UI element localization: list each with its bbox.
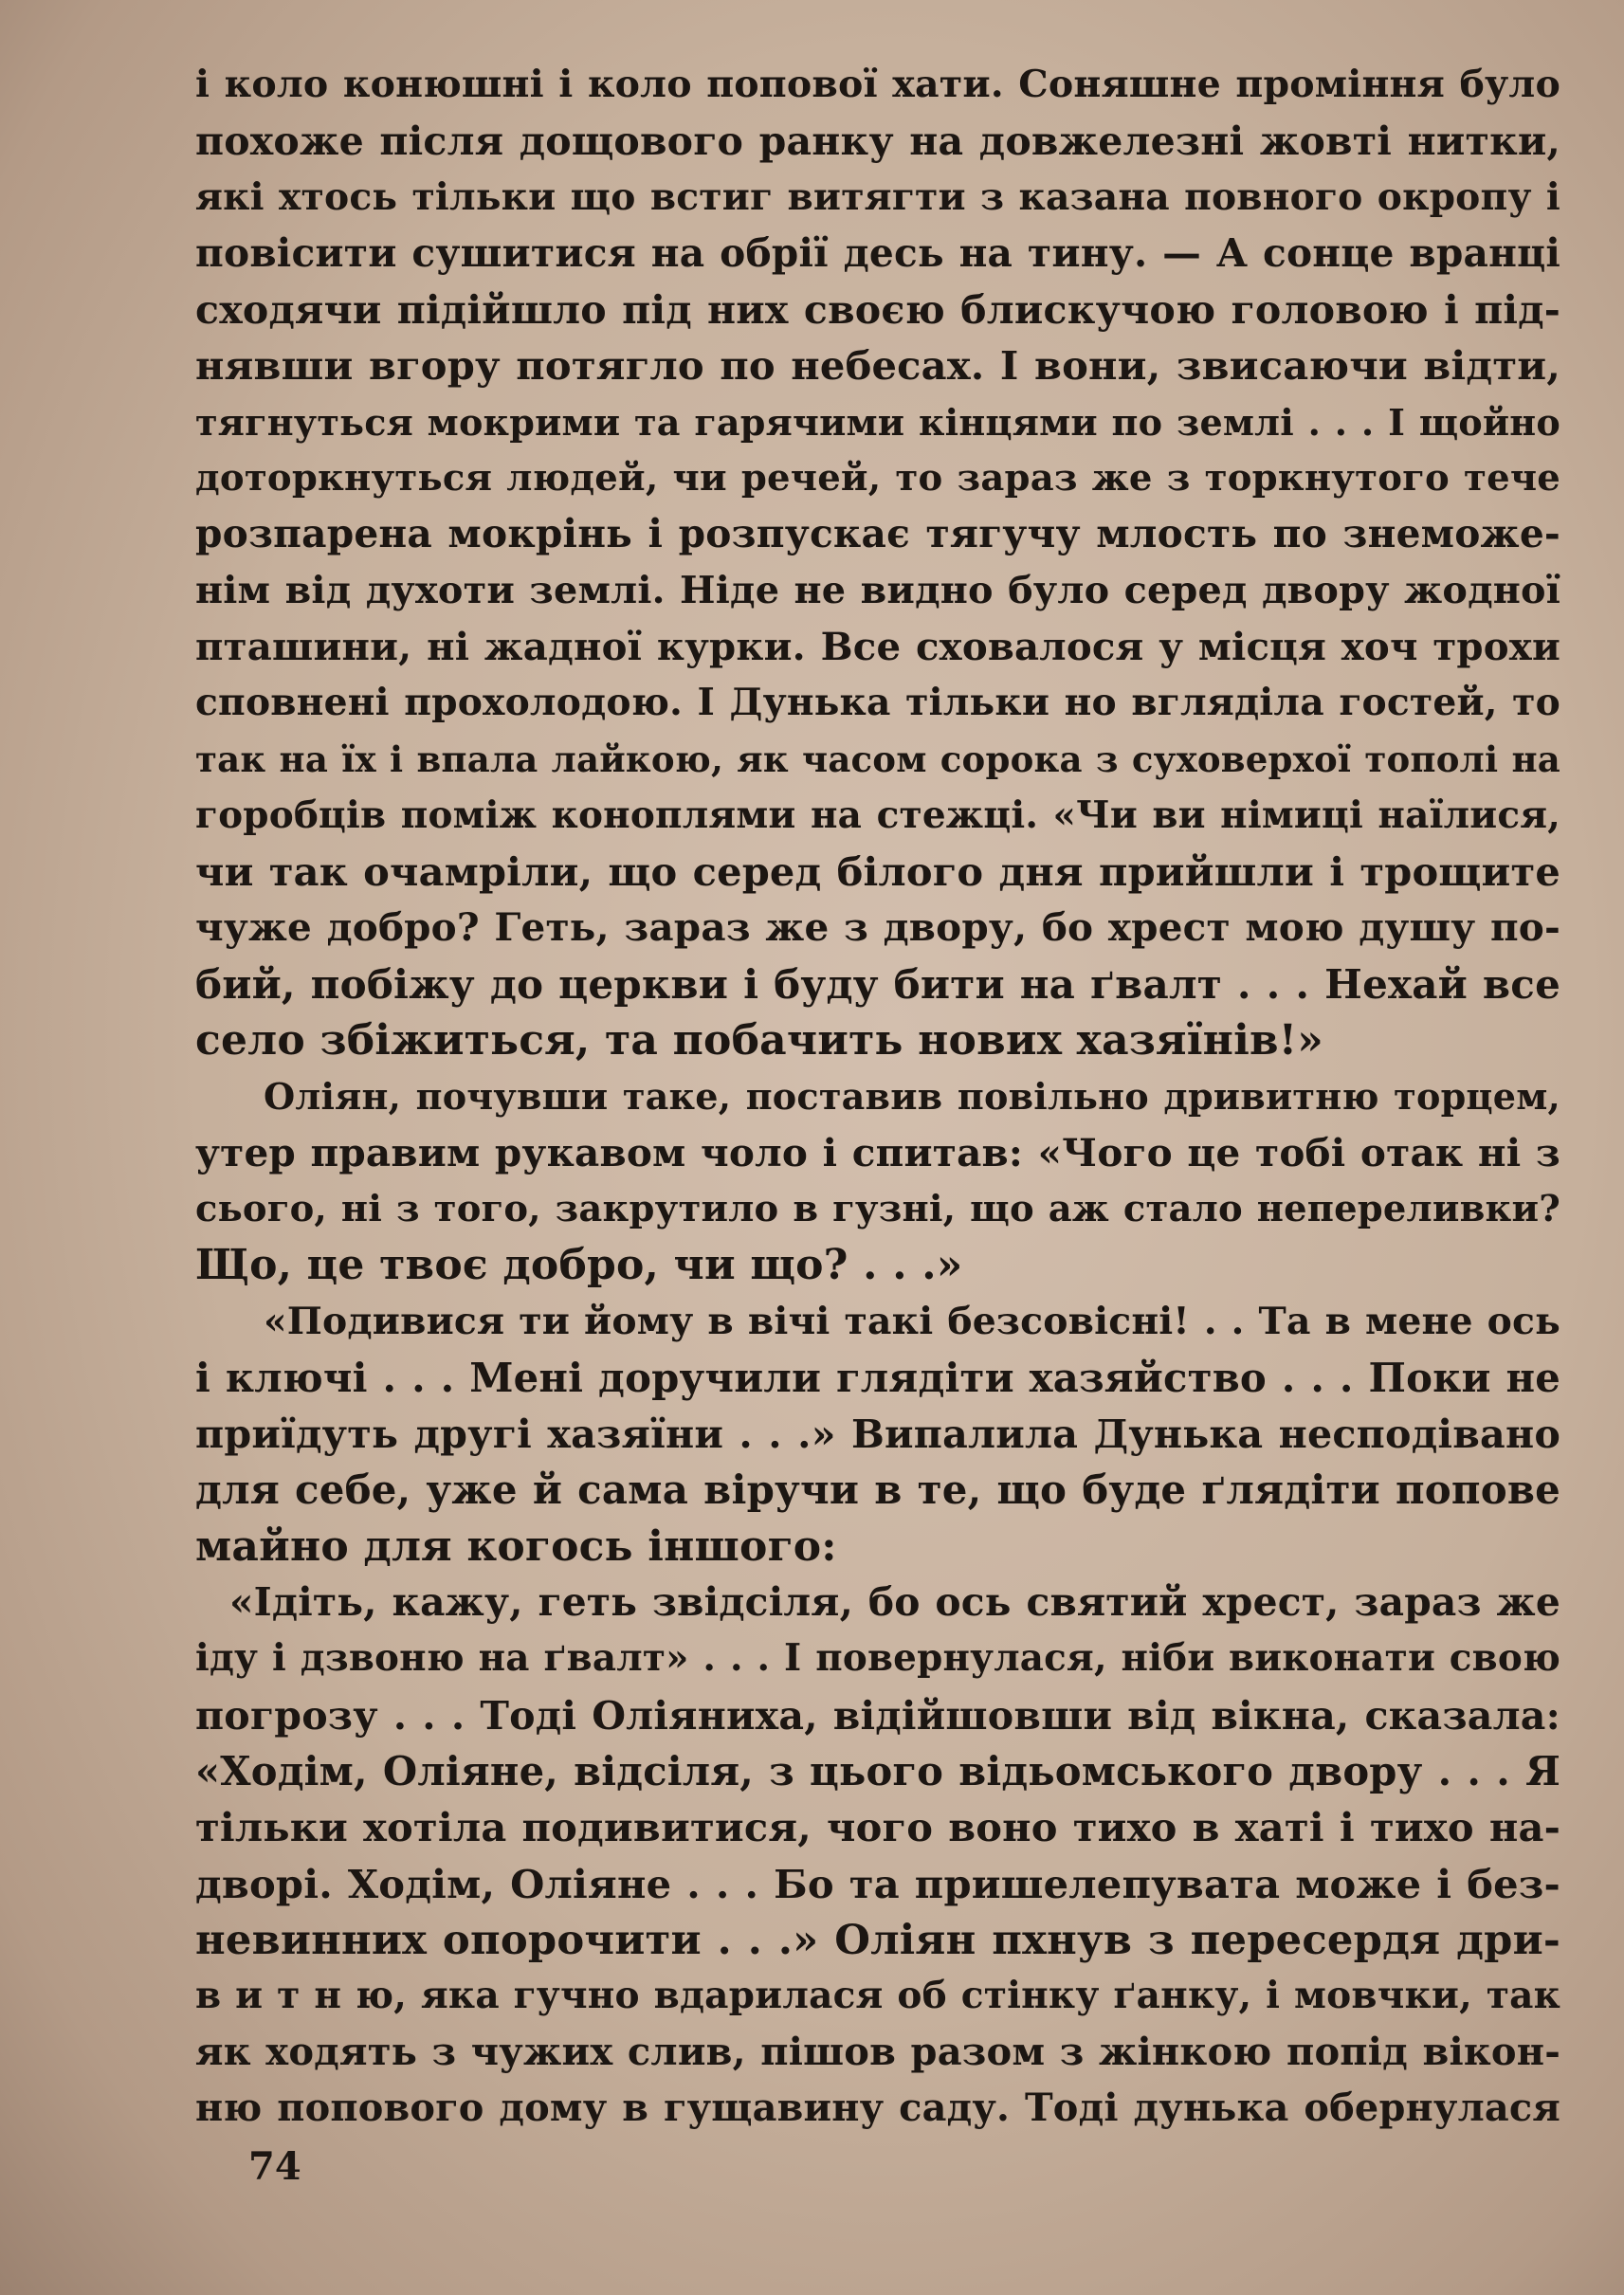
text-line: які хтось тільки що встиг витягти з казана повного окропу і [195, 174, 1560, 219]
text-line: повісити сушитися на обрії десь на тину. — А сонце вранці [195, 229, 1560, 276]
text-line: чуже добро? Геть, зараз же з двору, бо хрест мою душу по- [195, 904, 1560, 951]
text-line: похоже після дощового ранку на довжелезні жовті нитки, [195, 118, 1560, 165]
text-line: як ходять з чужих слив, пішов разом з жінкою попід вікон- [195, 2030, 1560, 2075]
text-line: і ключі . . . Мені доручили глядіти хазяйство . . . Поки не [195, 1354, 1560, 1401]
page-number: 74 [248, 2144, 301, 2189]
text-line: бий, побіжу до церкви і буду бити на ґвалт . . . Нехай все [195, 960, 1560, 1008]
text-line: іду і дзвоню на ґвалт» . . . І повернулася, ніби виконати свою [195, 1637, 1560, 1681]
text-line: дворі. Ходім, Оліяне . . . Бо та пришелепувата може і без- [195, 1860, 1560, 1907]
text-line: тільки хотіла подивитися, чого воно тихо в хаті і тихо на- [195, 1804, 1560, 1851]
text-line: тягнуться мокрими та гарячими кінцями по землі . . . І щойно [195, 400, 1560, 444]
text-line: для себе, уже й сама віручи в те, що буде ґлядіти попове [195, 1466, 1560, 1514]
text-line: приїдуть другі хазяїни . . .» Випалила Дунька несподівано [195, 1411, 1560, 1458]
text-line: нім від духоти землі. Ніде не видно було серед двору жодної [195, 568, 1560, 612]
text-line: село збіжиться, та побачить нових хазяїнів!» [195, 1016, 1323, 1066]
text-line: майно для когось іншого: [195, 1521, 837, 1571]
text-line: Оліян, почувши таке, поставив повільно дривитню торцем, [264, 1075, 1560, 1119]
page-text [195, 57, 1560, 2137]
text-line: утер правим рукавом чоло і спитав: «Чого це тобі отак ні з [195, 1129, 1560, 1175]
text-line: сходячи підійшло під них своєю блискучою головою і під- [195, 286, 1560, 334]
text-line: «Подивися ти йому в вічі такі безсовісні! . . Та в мене ось [264, 1299, 1560, 1343]
text-line: сповнені прохолодою. І Дунька тільки но вгляділа гостей, то [195, 681, 1560, 725]
text-line: пташини, ні жадної курки. Все сховалося у місця хоч трохи [195, 624, 1560, 669]
text-line: нявши вгору потягло по небесах. І вони, звисаючи відти, [195, 342, 1560, 390]
text-line: ню попового дому в гущавину саду. Тоді дунька обернулася [195, 2086, 1560, 2130]
text-line: невинних опорочити . . .» Оліян пхнув з пересердя дри- [195, 1915, 1560, 1964]
text-line: «Ідіть, кажу, геть звідсіля, бо ось святий хрест, зараз же [229, 1579, 1560, 1626]
text-line: так на їх і впала лайкою, як часом сорока з суховерхої тополі на [195, 738, 1560, 780]
text-line: «Ходім, Оліяне, відсіля, з цього відьомського двору . . . Я [195, 1747, 1560, 1794]
text-line: горобців поміж коноплями на стежці. «Чи ви німиці наїлися, [195, 792, 1560, 837]
text-line: і коло конюшні і коло попової хати. Соняшне проміння було [195, 63, 1560, 106]
text-line: доторкнуться людей, чи речей, то зараз же з торкнутого тече [195, 457, 1560, 501]
text-line: чи так очамріли, що серед білого дня прийшли і трощите [195, 848, 1560, 896]
text-line: сього, ні з того, закрутило в гузні, що аж стало непереливки? [195, 1187, 1560, 1230]
text-line: погрозу . . . Тоді Оліяниха, відійшовши від вікна, сказала: [195, 1691, 1560, 1739]
text-line: в и т н ю, яка гучно вдарилася об стінку ґанку, і мовчки, так [195, 1974, 1560, 2018]
text-line: Що, це твоє добро, чи що? . . .» [195, 1241, 963, 1290]
text-line: розпарена мокрінь і розпускає тягучу млость по знеможе- [195, 511, 1560, 557]
